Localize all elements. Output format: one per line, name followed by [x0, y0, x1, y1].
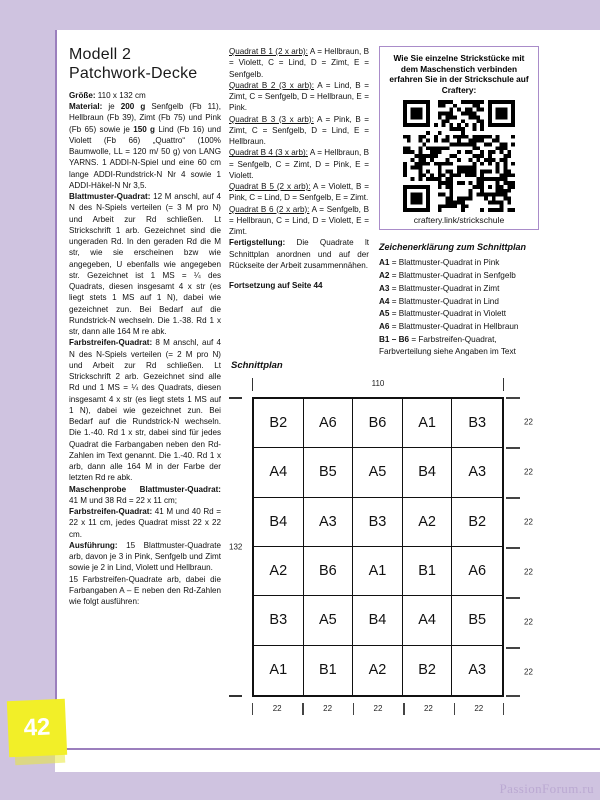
legend-item	[379, 308, 549, 321]
row-dim-tick	[506, 447, 520, 449]
schnittplan-height-dimension	[229, 397, 251, 697]
model-title-line1: Modell 2	[69, 46, 132, 63]
quadrat-entry: Quadrat B 4 (3 x arb): A = Hellbraun, B = Senfgelb, C = Zimt, D = Pink, E = Violett.	[229, 148, 369, 180]
schnittplan-cell: A6	[452, 547, 502, 596]
schnittplan-cell: A3	[452, 448, 502, 497]
row-dim-label: 22	[524, 567, 533, 577]
qr-caption: Wie Sie einzelne Strickstücke mit dem Maschenstich verbinden erfahren Sie in der Strickschule auf Craftery:	[389, 53, 529, 95]
legend-value: Farbverteilung siehe Angaben im Text	[379, 347, 516, 357]
row-dim-tick	[506, 597, 520, 599]
left-paragraph: Maschenprobe Blattmuster-Quadrat: 41 M und 38 Rd = 22 x 11 cm;	[69, 484, 221, 505]
row-dim-tick-end	[506, 695, 520, 697]
schnittplan-cell: B1	[403, 547, 453, 596]
qr-url-label: craftery.link/strickschule	[413, 215, 505, 226]
quadrat-entry: Quadrat B 1 (2 x arb): A = Hellbraun, B = Violett, C = Lind, D = Zimt, E = Senfgelb.	[229, 47, 369, 79]
weight-value: 200 g	[120, 102, 146, 111]
site-watermark: PassionForum.ru	[499, 781, 594, 796]
col-dim-label: 22	[474, 704, 484, 713]
model-title-line2: Patchwork-Decke	[69, 64, 198, 82]
legend-key: A2	[379, 271, 390, 281]
schnittplan-col-dimension	[454, 703, 504, 723]
continuation-note: Fortsetzung auf Seite 44	[229, 281, 323, 290]
left-paragraph: Material: je 200 g Senfgelb (Fb 11), Hellbraun (Fb 39), Zimt (Fb 75) und Pink (Fb 65) sowie je 150 g Lind (Fb 16) und Violett (Fb 66) „Quattro“ (100% Baumwolle, LL = 120 m/ 50 g) von LANG YARNS. 1 ADDI-N-Spiel und eine 60 cm lange ADDI-Rundstrick-N Nr 4 sowie 1 ADDI-Häkel-N Nr 3,5.	[69, 102, 222, 190]
paragraph-lead: Farbstreifen-Quadrat:	[69, 507, 153, 516]
schnittplan-col-dimension	[353, 703, 403, 723]
schnittplan-cell: A5	[304, 596, 354, 645]
quadrat-heading: Quadrat B 5 (2 x arb):	[229, 182, 311, 191]
quadrat-heading: Quadrat B 6 (2 x arb):	[229, 204, 310, 214]
height-bar-bottom	[229, 695, 242, 697]
page-number: 42	[23, 713, 51, 742]
left-paragraph: Farbstreifen-Quadrat: 41 M und 40 Rd = 22 x 11 cm, jedes Quadrat misst 22 x 22 cm.	[69, 507, 221, 539]
quadrat-entry: Quadrat B 5 (2 x arb): A = Violett, B = Pink, C = Lind, D = Senfgelb, E = Zimt.	[229, 182, 370, 203]
schnittplan-cell: B3	[353, 498, 403, 547]
schnittplan-row-dimension	[506, 397, 554, 447]
schnittplan-area	[229, 378, 559, 718]
height-label: 132	[229, 542, 243, 552]
schnittplan-row-dimension	[506, 447, 554, 497]
schnittplan-cell: A2	[254, 547, 304, 596]
left-paragraph: Blattmuster-Quadrat: 12 M anschl, auf 4 N des N-Spiels verteilen (= 3 M pro N) und Arbeit zur Rd schließen. Lt Strickschrift 1 arb. Gezeichnet sind die ungeraden Rd. In den geraden Rd die M str, wie sie erscheinen bzw wie angegeben, U ebenfalls wie angegeben str. Gezeichnet ist 1 MS = ¼ des Quadrats, diesen insgesamt 4 x str (es liegt stets 1 MS auf 1 N), dabei wie gezeichnet zun. Bei Bedarf auf die Rundstrick-N wechseln. Die 1.-38. Rd 1 x str, dann alle 164 M re abk.	[69, 192, 221, 336]
schnittplan-cell: B5	[452, 596, 502, 645]
legend-key: A4	[379, 296, 390, 306]
paragraph-lead: Material:	[69, 102, 109, 111]
page-title	[69, 46, 221, 84]
legend-value: = Blattmuster-Quadrat in Senfgelb	[389, 271, 516, 281]
schnittplan-title: Schnittplan	[231, 360, 283, 371]
middle-text-column	[229, 46, 369, 291]
paragraph-lead: Ausführung:	[69, 540, 118, 550]
legend-value: = Blattmuster-Quadrat in Hellbraun	[389, 321, 519, 331]
schnittplan-cell: B4	[353, 596, 403, 645]
schnittplan-diagram	[229, 360, 559, 720]
schnittplan-row-dimension	[506, 547, 554, 597]
paragraph-lead: Größe:	[69, 90, 96, 100]
quadrat-entry: Quadrat B 6 (2 x arb): A = Senfgelb, B = Hellbraun, C = Lind, D = Violett, E = Zimt.	[229, 204, 369, 236]
width-label: 110	[371, 379, 385, 388]
legend-item	[379, 321, 549, 334]
schnittplan-cell: A3	[452, 646, 502, 695]
left-text-column	[69, 46, 221, 607]
schnittplan-cell: B2	[254, 399, 304, 448]
qr-code-icon[interactable]	[403, 100, 515, 212]
legend	[379, 242, 549, 359]
qr-promo-box[interactable]	[379, 46, 539, 230]
col-dim-label: 22	[423, 704, 433, 713]
legend-key: A5	[379, 309, 390, 319]
weight-value: 150 g	[133, 124, 155, 134]
schnittplan-cell: A6	[304, 399, 354, 448]
legend-title: Zeichenerklärung zum Schnittplan	[379, 242, 527, 253]
schnittplan-row-dimensions	[506, 397, 554, 697]
left-paragraph: Ausführung: 15 Blattmuster-Quadrate arb, davon je 3 in Pink, Senfgelb und Zimt sowie je 2 in Lind, Violett und Hellbraun.	[69, 540, 221, 573]
left-paragraph: Farbstreifen-Quadrat: 8 M anschl, auf 4 N des N-Spiels verteilen (= 2 M pro N) und Arbeit zur Rd schließen. Lt Strickschrift 2 arb. Gezeichnet sind alle Rd und 1 MS = ¼ des Quadrats, diesen insgesamt 4 x str (es liegt stets 1 MS auf 1 N), dabei wie gezeichnet zun. Bei Bedarf auf die Rundstrick-N wechseln. Die 1.-40. Rd 1 x str, dabei sind für jedes Quadrat die Farbangaben neben den Rd-Zahlen im Text genannt. Die 1.-40. Rd 1 x arb, dann alle 164 M in der Farbe der letzten Rd re abk.	[69, 338, 221, 483]
schnittplan-col-dimension	[302, 703, 352, 723]
legend-item	[379, 270, 549, 283]
legend-value: = Blattmuster-Quadrat in Zimt	[389, 283, 500, 293]
legend-key: A6	[379, 321, 390, 331]
right-column	[379, 46, 549, 359]
legend-item	[379, 334, 549, 347]
legend-item	[379, 257, 549, 270]
legend-item	[379, 296, 549, 309]
row-dim-tick	[506, 647, 520, 649]
schnittplan-col-dimension	[252, 703, 302, 723]
schnittplan-cell: A1	[403, 399, 453, 448]
paragraph-lead: Farbstreifen-Quadrat:	[69, 338, 153, 348]
schnittplan-cell: A2	[403, 498, 453, 547]
schnittplan-row-dimension	[506, 497, 554, 547]
legend-item	[379, 283, 549, 296]
legend-value: = Blattmuster-Quadrat in Violett	[389, 309, 507, 319]
left-paragraph: 15 Farbstreifen-Quadrate arb, dabei die Farbangaben A – E neben den Rd-Zahlen wie folgt ausführen:	[69, 574, 221, 606]
schnittplan-cell: A3	[304, 498, 354, 547]
legend-value: = Blattmuster-Quadrat in Lind	[389, 296, 499, 306]
row-dim-label: 22	[524, 467, 533, 477]
legend-key: B1 – B6	[379, 334, 410, 344]
schnittplan-grid	[252, 397, 504, 697]
schnittplan-cell: B5	[304, 448, 354, 497]
schnittplan-cell: A5	[353, 448, 403, 497]
quadrat-heading: Quadrat B 4 (3 x arb):	[229, 148, 308, 158]
schnittplan-cell: B3	[254, 596, 304, 645]
qr-code-wrap	[386, 100, 532, 212]
quadrat-heading: Quadrat B 1 (2 x arb):	[229, 47, 308, 56]
schnittplan-cell: A2	[353, 646, 403, 695]
legend-value: = Farbstreifen-Quadrat,	[409, 334, 497, 344]
paragraph-lead: Maschenprobe Blattmuster-Quadrat:	[69, 484, 221, 494]
legend-item	[379, 346, 549, 359]
paragraph-lead: Blattmuster-Quadrat:	[69, 192, 151, 201]
schnittplan-cell: B3	[452, 399, 502, 448]
row-dim-label: 22	[524, 517, 533, 527]
schnittplan-row-dimension	[506, 597, 554, 647]
schnittplan-cell: A1	[254, 646, 304, 695]
col-dim-label: 22	[373, 704, 383, 713]
quadrat-entry: Quadrat B 3 (3 x arb): A = Pink, B = Zimt, C = Senfgelb, D = Lind, E = Hellbraun.	[229, 114, 369, 146]
schnittplan-col-dimensions	[252, 703, 504, 723]
height-bar-top	[229, 397, 242, 399]
schnittplan-cell: B2	[403, 646, 453, 695]
left-body-text	[69, 90, 221, 608]
page-footer-area	[55, 750, 600, 772]
schnittplan-width-dimension	[252, 378, 504, 394]
schnittplan-cell: B4	[403, 448, 453, 497]
schnittplan-cell: B6	[353, 399, 403, 448]
row-dim-label: 22	[524, 667, 533, 677]
row-dim-tick	[506, 547, 520, 549]
left-paragraph: Größe: 110 x 132 cm	[69, 90, 146, 100]
legend-key: A3	[379, 283, 390, 293]
quadrat-color-list	[229, 46, 369, 291]
fertigstellung-heading: Fertigstellung:	[229, 238, 286, 248]
legend-items	[379, 257, 549, 359]
row-dim-tick	[506, 397, 520, 399]
row-dim-label: 22	[524, 417, 533, 427]
fertigstellung-paragraph: Fertigstellung: Die Quadrate lt Schnittplan anordnen und auf der Rückseite der Arbeit zusammennähen.	[229, 238, 369, 270]
quadrat-heading: Quadrat B 3 (3 x arb):	[229, 114, 314, 124]
quadrat-heading: Quadrat B 2 (3 x arb):	[229, 80, 315, 90]
schnittplan-cell: B4	[254, 498, 304, 547]
schnittplan-row-dimension	[506, 647, 554, 697]
schnittplan-cell: A1	[353, 547, 403, 596]
col-dim-label: 22	[272, 704, 282, 713]
legend-key: A1	[379, 258, 390, 268]
row-dim-tick	[506, 497, 520, 499]
row-dim-label: 22	[524, 617, 533, 627]
legend-value: = Blattmuster-Quadrat in Pink	[389, 258, 500, 268]
schnittplan-cell: B2	[452, 498, 502, 547]
schnittplan-cell: A4	[403, 596, 453, 645]
page-number-tab	[8, 700, 66, 758]
schnittplan-col-dimension	[403, 703, 453, 723]
schnittplan-cell: B1	[304, 646, 354, 695]
page-sheet	[55, 30, 600, 750]
quadrat-entry: Quadrat B 2 (3 x arb): A = Lind, B = Zimt, C = Senfgelb, D = Hellbraun, E = Pink.	[229, 80, 369, 113]
schnittplan-cell: A4	[254, 448, 304, 497]
schnittplan-cell: B6	[304, 547, 354, 596]
col-dim-label: 22	[323, 704, 333, 713]
